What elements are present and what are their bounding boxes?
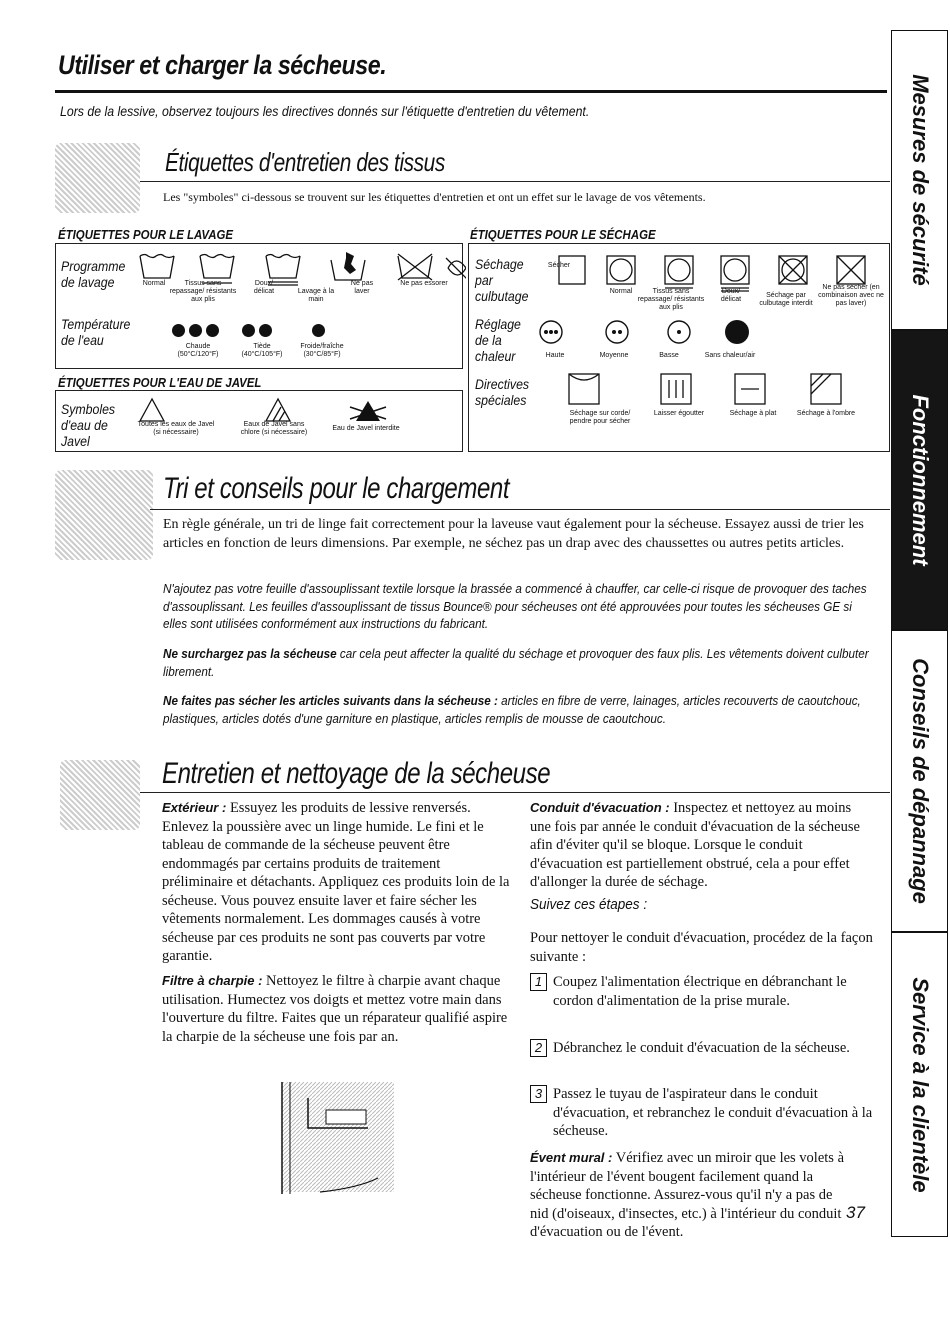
special-item: Séchage à plat [729, 410, 777, 417]
program-item: Doux/ délicat [253, 280, 275, 295]
section3-heading: Entretien et nettoyage de la sécheuse [162, 757, 551, 790]
wash-heading: ÉTIQUETTES POUR LE LAVAGE [58, 227, 234, 242]
dry-box [468, 243, 890, 452]
steps-intro: Pour nettoyer le conduit d'évacuation, procédez de la façon suivante : [530, 930, 873, 965]
section2-p3: Ne surchargez pas la sécheuse car cela peut affecter la qualité du séchage et provoquer des faux plis. Les vêtements doivent culbuter librement. [163, 646, 869, 679]
special-item: Séchage à l'ombre [796, 410, 856, 417]
wall-vent-label: Évent mural : [530, 1150, 613, 1165]
tumble-label: Séchage par culbutage [475, 256, 529, 304]
lint-filter-text: Filtre à charpie : Nettoyez le filtre à charpie avant chaque utilisation. Humectez vos doigts et mettez votre main dans l'ouverture du filtre. Faites que un réparateur qualifié aspire la charpie de la sécheuse une fois par an. [162, 973, 508, 1045]
section2-rule [150, 509, 890, 510]
exterior-label: Extérieur : [162, 800, 227, 815]
page-title: Utiliser et charger la sécheuse. [58, 50, 387, 80]
program-item: Ne pas laver [350, 280, 374, 295]
section1-text: Les "symboles" ci-dessous se trouvent sur les étiquettes d'entretien et ont un effet sur le lavage de vos vêtements. [163, 190, 706, 204]
step-1 [530, 973, 875, 1010]
tab-customer-service[interactable]: Service à la clientèle [891, 932, 948, 1237]
tumble-item: Tissus sans repassage/ résistants aux plis [637, 288, 705, 311]
special-label: Directives spéciales [475, 376, 530, 408]
bleach-item: Eaux de Javel sans chlore (si nécessaire) [240, 421, 308, 436]
section2-p4: Ne faites pas sécher les articles suivants dans la sécheuse : articles en fibre de verre, lainages, articles recouverts de caoutchouc, plastiques, articles dotés d'une garniture en plastique, articles remplis de mousse de caoutchouc. [163, 693, 861, 726]
step-number: 2 [530, 1039, 547, 1057]
steps-heading: Suivez ces étapes : [530, 896, 648, 913]
tab-safety[interactable]: Mesures de sécurité [891, 30, 948, 330]
step-number: 1 [530, 973, 547, 991]
bleach-item: Toutes les eaux de Javel (si nécessaire) [137, 421, 215, 436]
heat-label: Réglage de la chaleur [475, 316, 521, 364]
title-rule [55, 90, 887, 93]
temp-item: Froide/fraîche (30°C/85°F) [300, 343, 344, 358]
special-symbols [565, 370, 885, 410]
overload-warning: Ne surchargez pas la sécheuse [163, 646, 337, 661]
duct-text: Conduit d'évacuation : Inspectez et nettoyez au moins une fois par année le conduit d'évacuation de la sécheuse afin d'éviter qu'il se bloque. Lorsque le conduit d'évacuation est partiellement obstrué, cela a pour effet d'allonger la durée de séchage. [530, 800, 860, 890]
sorting-illustration [55, 470, 153, 560]
heat-item: Sans chaleur/air [704, 352, 756, 359]
program-item: Ne pas essorer [400, 280, 448, 287]
step-text: Débranchez le conduit d'évacuation de la sécheuse. [553, 1040, 850, 1056]
tab-operation[interactable]: Fonctionnement [891, 330, 948, 630]
section1-heading: Étiquettes d'entretien des tissus [165, 147, 445, 177]
program-label: Programme de lavage [61, 258, 126, 290]
wall-vent-text: Évent mural : Vérifiez avec un miroir que les volets à l'intérieur de l'évent bougent facilement quand la sécheuse fonctionne. Assurez-vous qu'il n'y a pas de nid (d'oiseaux, d'insectes, etc.) à l'intérieur du conduit d'évacuation ou de l'évent. [530, 1150, 845, 1240]
special-item: Laisser égoutter [653, 410, 705, 417]
clothes-illustration [55, 143, 140, 213]
step-text: Coupez l'alimentation électrique en débranchant le cordon d'alimentation de la prise murale. [553, 974, 847, 1009]
temp-warm-dots [242, 324, 272, 342]
section2-p2: N'ajoutez pas votre feuille d'assouplissant textile lorsque la brassée a commencé à chauffer, car celle-ci risque de provoquer des taches d'assouplissant. Les feuilles d'assouplissant de tissus Bounce® pour sécheuses ont été approuvées pour toutes les sécheuses GE si elles sont utilisées conformément aux instructions du fabricant. [163, 581, 867, 631]
exterior-text: Extérieur : Essuyez les produits de lessive renversés. Enlevez la poussière avec un linge humide. Le fini et le tableau de commande de la sécheuse peuvent être endommagés par certains produits de traitement préliminaire et détachants. Appliquez ces produits loin de la sécheuse. Vous pouvez ensuite laver et faire sécher les vêtements normalement. Les dommages causés à votre sécheuse par ces produits ne sont pas couverts par votre garantie. [162, 800, 510, 964]
intro-text: Lors de la lessive, observez toujours les directives donnés sur l'étiquette d'entretien du vêtement. [60, 103, 590, 119]
cleaning-illustration [60, 760, 140, 830]
temp-item: Tiède (40°C/105°F) [241, 343, 283, 358]
section2-p1: En règle générale, un tri de linge fait correctement pour la laveuse vaut également pour la sécheuse. Essayez aussi de trier les articles en fonction de leurs dimensions. Par exemple, ne séchez pas un drap avec des chaussettes ou autres petits articles. [163, 517, 864, 551]
section3-rule [140, 792, 890, 793]
tab-troubleshooting[interactable]: Conseils de dépannage [891, 630, 948, 932]
dry-heading: ÉTIQUETTES POUR LE SÉCHAGE [470, 227, 656, 242]
program-item: Normal [142, 280, 166, 287]
temp-label: Température de l'eau [61, 316, 131, 348]
heat-symbols [537, 318, 757, 348]
section2-heading: Tri et conseils pour le chargement [163, 472, 510, 505]
step-3 [530, 1085, 875, 1141]
tumble-item: Sécher [547, 262, 571, 269]
step-text: Passez le tuyau de l'aspirateur dans le conduit d'évacuation, et rebranchez le conduit d'évacuation à la sécheuse. [553, 1086, 873, 1139]
tumble-item: Ne pas sécher (en combinaison avec ne pas laver) [818, 284, 884, 307]
temp-item: Chaude (50°C/120°F) [177, 343, 219, 358]
duct-label: Conduit d'évacuation : [530, 800, 670, 815]
heat-item: Haute [545, 352, 565, 359]
bleach-box [55, 390, 463, 452]
special-item: Séchage sur corde/ pendre pour sécher [569, 410, 631, 425]
section1-rule [140, 181, 890, 182]
tumble-item: Séchage par culbutage interdit [759, 292, 813, 307]
step-number: 3 [530, 1085, 547, 1103]
tumble-item: Normal [609, 288, 633, 295]
temp-cold-dot [312, 324, 325, 342]
program-item: Lavage à la main [297, 288, 335, 303]
bleach-label: Symboles d'eau de Javel [61, 401, 116, 449]
tumble-item: Doux/ délicat [720, 288, 742, 303]
wash-box [55, 243, 463, 369]
page-number: 37 [846, 1203, 865, 1222]
bleach-item: Eau de Javel interdite [332, 425, 400, 432]
bleach-heading: ÉTIQUETTES POUR L'EAU DE JAVEL [58, 375, 262, 390]
do-not-dry-warning: Ne faites pas sécher les articles suivants dans la sécheuse : [163, 693, 498, 708]
heat-item: Moyenne [599, 352, 629, 359]
lint-filter-label: Filtre à charpie : [162, 973, 263, 988]
lint-filter-illustration [268, 1078, 398, 1198]
temp-hot-dots [172, 324, 219, 342]
step-2 [530, 1039, 875, 1058]
program-item: Tissus sans repassage/ résistants aux plis [169, 280, 237, 303]
heat-item: Basse [659, 352, 679, 359]
